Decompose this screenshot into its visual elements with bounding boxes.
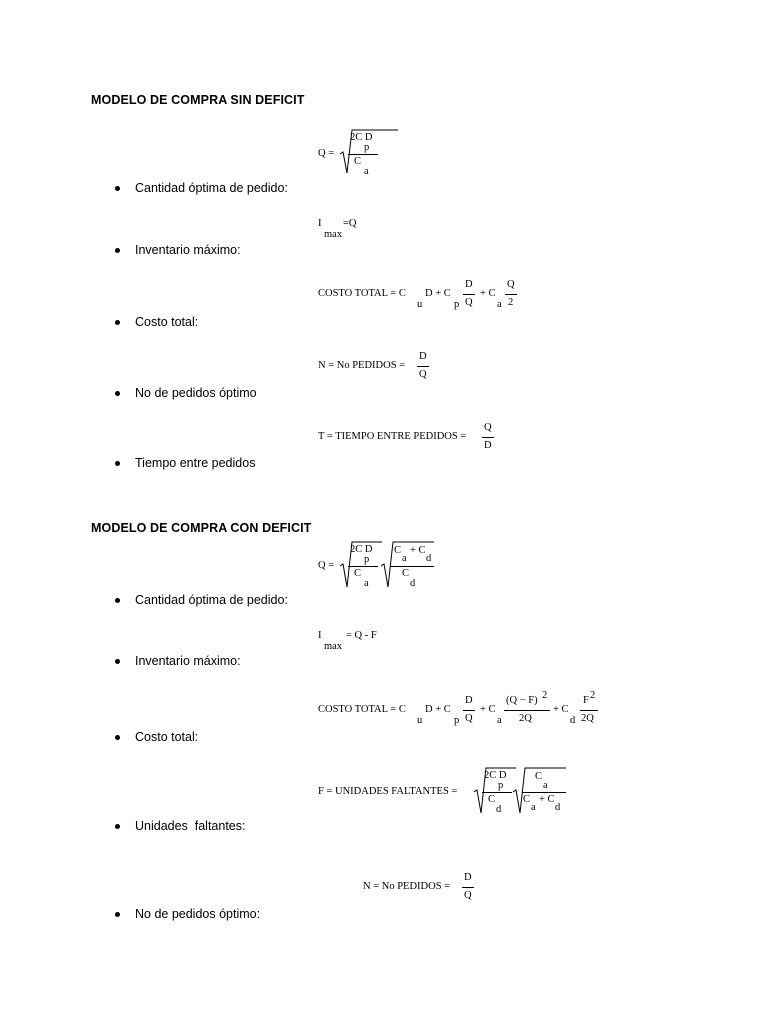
formula-q-sin-deficit — [318, 128, 388, 178]
fraction-denominator-sub: d — [410, 578, 416, 589]
formula-lhs: Q = — [318, 148, 335, 159]
fraction-bar — [462, 887, 474, 888]
fraction-bar — [348, 154, 378, 155]
list-item-label: Cantidad óptima de pedido: — [135, 593, 288, 607]
fraction-numerator-sup: 2 — [542, 690, 548, 701]
list-item-no-pedidos — [115, 907, 260, 921]
list-item-inventario-maximo — [115, 243, 241, 257]
formula-lhs: N = No PEDIDOS = — [318, 360, 406, 371]
formula-q-con-deficit — [318, 540, 448, 592]
fraction-numerator: + C — [410, 545, 426, 556]
fraction-denominator: 2 — [508, 297, 514, 308]
formula-rhs: = Q - F — [346, 630, 377, 641]
fraction-numerator-sub: p — [364, 142, 370, 153]
bullet-icon — [115, 659, 120, 664]
formula-sub: max — [324, 229, 343, 240]
fraction-bar — [417, 366, 429, 367]
fraction-numerator: C — [535, 771, 543, 782]
fraction-bar — [580, 710, 598, 711]
formula-sub: u — [417, 299, 423, 310]
fraction-denominator-sub: d — [555, 802, 561, 813]
fraction-denominator: Q — [464, 890, 472, 901]
formula-sub: a — [497, 299, 502, 310]
bullet-icon — [115, 598, 120, 603]
fraction-numerator-sup: 2 — [590, 690, 596, 701]
fraction-numerator: 2C D — [350, 544, 373, 555]
bullet-icon — [115, 320, 120, 325]
list-item-unidades-faltantes — [115, 819, 246, 833]
fraction-denominator: 2Q — [581, 713, 594, 724]
fraction-denominator: Q — [419, 369, 427, 380]
formula-rhs: =Q — [343, 218, 357, 229]
fraction-denominator: + C — [539, 794, 555, 805]
formula-lhs: T = TIEMPO ENTRE PEDIDOS = — [318, 431, 467, 442]
fraction-bar — [504, 710, 550, 711]
list-item-label: Costo total: — [135, 315, 199, 329]
formula-costo-total-sin-deficit — [318, 280, 528, 314]
fraction-denominator-sub: a — [531, 802, 536, 813]
formula-lhs: Q = — [318, 560, 335, 571]
fraction-numerator: Q — [484, 422, 492, 433]
fraction-bar — [482, 792, 512, 793]
formula-costo-total-con-deficit — [318, 691, 608, 727]
fraction-denominator: D — [484, 440, 492, 451]
fraction-denominator: Q — [465, 297, 473, 308]
bullet-icon — [115, 912, 120, 917]
fraction-bar — [463, 710, 475, 711]
list-item-costo-total — [115, 315, 198, 329]
fraction-numerator-sub: p — [364, 554, 370, 565]
fraction-numerator-sub: a — [543, 780, 548, 791]
list-item-no-pedidos — [115, 386, 257, 400]
list-item-label: Inventario máximo: — [135, 654, 241, 668]
bullet-icon — [115, 186, 120, 191]
list-item-costo-total — [115, 730, 198, 744]
formula-sub: a — [497, 715, 502, 726]
fraction-denominator: C — [354, 568, 362, 579]
bullet-icon — [115, 461, 120, 466]
fraction-denominator: C — [402, 568, 410, 579]
fraction-numerator-sub: d — [426, 553, 432, 564]
formula-term: + C — [480, 704, 496, 715]
fraction-denominator: Q — [465, 713, 473, 724]
formula-base: I — [318, 218, 322, 229]
formula-n-pedidos-sin-deficit — [318, 352, 438, 386]
fraction-bar — [522, 792, 566, 793]
formula-sub: p — [454, 299, 460, 310]
fraction-numerator: D — [464, 872, 472, 883]
list-item-label: Costo total: — [135, 730, 199, 744]
formula-sub: p — [454, 715, 460, 726]
fraction-bar — [463, 294, 475, 295]
fraction-denominator: C — [354, 156, 362, 167]
formula-term: D + C — [425, 288, 451, 299]
fraction-numerator: F — [583, 695, 589, 706]
fraction-numerator: D — [419, 351, 427, 362]
list-item-inventario-maximo — [115, 654, 241, 668]
formula-lhs: F = UNIDADES FALTANTES = — [318, 786, 458, 797]
fraction-bar — [482, 437, 494, 438]
fraction-numerator: D — [465, 279, 473, 290]
fraction-denominator-sub: d — [496, 804, 502, 815]
fraction-numerator: 2C D — [484, 770, 507, 781]
formula-tiempo-sin-deficit — [318, 423, 508, 457]
bullet-icon — [115, 824, 120, 829]
formula-unidades-faltantes — [318, 766, 578, 818]
formula-lhs: COSTO TOTAL = C — [318, 288, 406, 299]
fraction-denominator-sub: a — [364, 578, 369, 589]
formula-imax-con-deficit — [318, 631, 398, 655]
formula-lhs: COSTO TOTAL = C — [318, 704, 406, 715]
fraction-numerator-sub: a — [402, 553, 407, 564]
formula-sub: max — [324, 641, 343, 652]
list-item-label: Inventario máximo: — [135, 243, 241, 257]
formula-term: + C — [480, 288, 496, 299]
formula-base: I — [318, 630, 322, 641]
section-title-con-deficit: MODELO DE COMPRA CON DEFICIT — [91, 521, 312, 535]
bullet-icon — [115, 735, 120, 740]
formula-lhs: N = No PEDIDOS = — [363, 881, 451, 892]
formula-term: + C — [553, 704, 569, 715]
fraction-bar — [348, 566, 378, 567]
fraction-bar — [390, 566, 434, 567]
list-item-tiempo-entre-pedidos — [115, 456, 255, 470]
list-item-cantidad-optima — [115, 593, 288, 607]
list-item-label: Cantidad óptima de pedido: — [135, 181, 288, 195]
fraction-denominator: 2Q — [519, 713, 532, 724]
list-item-label: Tiempo entre pedidos — [135, 456, 256, 470]
formula-n-pedidos-con-deficit — [363, 873, 483, 907]
fraction-numerator: 2C D — [350, 132, 373, 143]
list-item-label: No de pedidos óptimo: — [135, 907, 261, 921]
fraction-numerator: (Q − F) — [506, 695, 538, 706]
list-item-cantidad-optima — [115, 181, 288, 195]
fraction-numerator-sub: p — [498, 780, 504, 791]
list-item-label: Unidades faltantes: — [135, 819, 246, 833]
bullet-icon — [115, 391, 120, 396]
fraction-denominator-sub: a — [364, 166, 369, 177]
fraction-numerator: D — [465, 695, 473, 706]
formula-sub: u — [417, 715, 423, 726]
formula-sub: d — [570, 715, 576, 726]
fraction-numerator: C — [394, 545, 402, 556]
fraction-denominator: C — [488, 794, 496, 805]
fraction-bar — [505, 294, 517, 295]
list-item-label: No de pedidos óptimo — [135, 386, 257, 400]
bullet-icon — [115, 248, 120, 253]
formula-term: D + C — [425, 704, 451, 715]
section-title-sin-deficit: MODELO DE COMPRA SIN DEFICIT — [91, 93, 305, 107]
formula-imax-sin-deficit — [318, 219, 378, 243]
fraction-denominator: C — [523, 794, 531, 805]
fraction-numerator: Q — [507, 279, 515, 290]
